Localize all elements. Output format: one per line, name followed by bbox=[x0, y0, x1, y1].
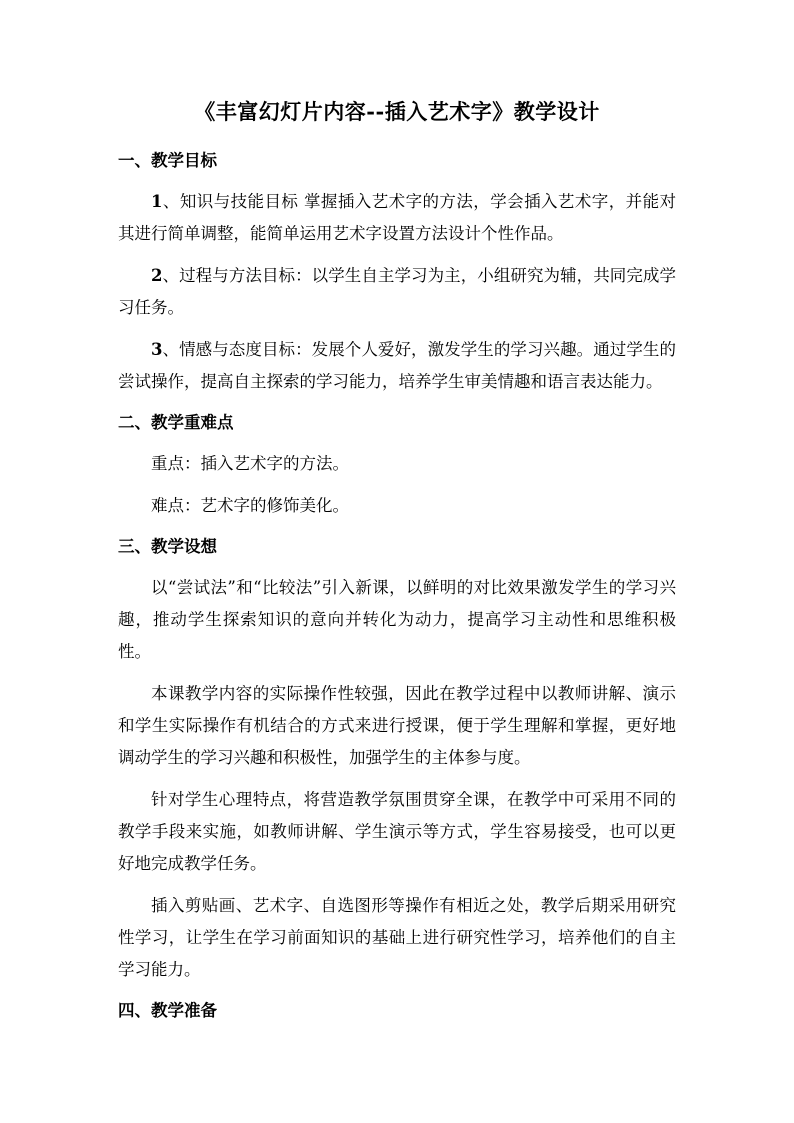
section-heading: 四、教学准备 bbox=[118, 1001, 217, 1020]
section-teaching-ideas bbox=[118, 532, 676, 986]
paragraph-text: 、过程与方法目标：以学生自主学习为主，小组研究为辅，共同完成学习任务。 bbox=[118, 266, 676, 317]
paragraph: 以“尝试法”和“比较法”引入新课，以鲜明的对比效果激发学生的学习兴趣，推动学生探索知识的意向并转化为动力，提高学习主动性和思维积极性。 bbox=[118, 578, 676, 661]
section-objectives bbox=[118, 146, 676, 398]
paragraph bbox=[118, 260, 676, 324]
paragraph: 插入剪贴画、艺术字、自选图形等操作有相近之处，教学后期采用研究性学习，让学生在学习前面知识的基础上进行研究性学习，培养他们的自主学习能力。 bbox=[118, 896, 676, 979]
paragraph bbox=[118, 334, 676, 398]
paragraph: 重点：插入艺术字的方法。 bbox=[151, 454, 349, 473]
paragraph bbox=[118, 186, 676, 250]
section-heading: 二、教学重难点 bbox=[118, 413, 234, 432]
section-heading: 一、教学目标 bbox=[118, 151, 217, 170]
document-title: 《丰富幻灯片内容--插入艺术字》教学设计 bbox=[194, 99, 600, 124]
section-preparation bbox=[118, 996, 676, 1026]
paragraph: 本课教学内容的实际操作性较强，因此在教学过程中以教师讲解、演示和学生实际操作有机结合的方式来进行授课，便于学生理解和掌握，更好地调动学生的学习兴趣和积极性，加强学生的主体参与度。 bbox=[118, 684, 676, 767]
paragraph: 难点：艺术字的修饰美化。 bbox=[151, 496, 349, 515]
item-number: 3 bbox=[151, 340, 163, 359]
paragraph-text: 、情感与态度目标：发展个人爱好，激发学生的学习兴趣。通过学生的尝试操作，提高自主探索的学习能力，培养学生审美情趣和语言表达能力。 bbox=[118, 340, 676, 391]
section-key-points bbox=[118, 408, 676, 522]
item-number: 2 bbox=[151, 266, 163, 285]
paragraph-text: 、知识与技能目标 掌握插入艺术字的方法，学会插入艺术字，并能对其进行简单调整，能简单运用艺术字设置方法设计个性作品。 bbox=[118, 192, 676, 243]
paragraph: 针对学生心理特点，将营造教学氛围贯穿全课，在教学中可采用不同的教学手段来实施，如教师讲解、学生演示等方式，学生容易接受，也可以更好地完成教学任务。 bbox=[118, 790, 676, 873]
section-heading: 三、教学设想 bbox=[118, 537, 217, 556]
item-number: 1 bbox=[151, 192, 163, 211]
